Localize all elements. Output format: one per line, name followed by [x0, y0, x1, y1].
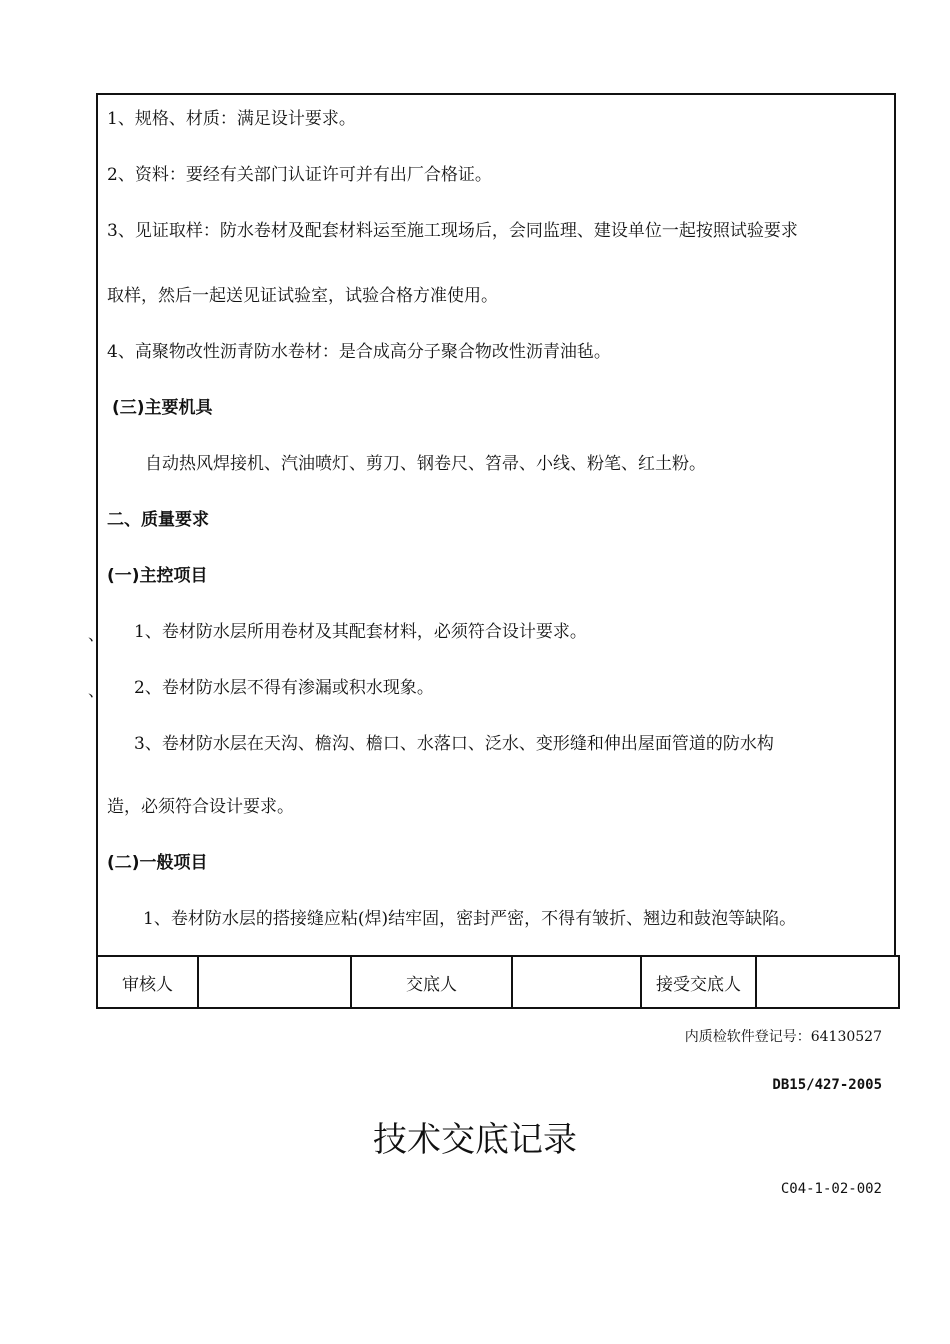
form-code: C04-1-02-002 [780, 1181, 882, 1197]
heading-tools: (三)主要机具 [112, 398, 213, 418]
heading-main-items: (一)主控项目 [107, 566, 208, 586]
main-item-2: 2、卷材防水层不得有渗漏或积水现象。 [134, 678, 434, 698]
spec-item-4: 4、高聚物改性沥青防水卷材：是合成高分子聚合物改性沥青油毡。 [107, 342, 611, 362]
general-item-1: 1、卷材防水层的搭接缝应粘(焊)结牢固，密封严密，不得有皱折、翘边和鼓泡等缺陷。 [143, 909, 797, 929]
registration-number: 内质检软件登记号：64130527 [684, 1029, 882, 1045]
main-item-3-line2: 造，必须符合设计要求。 [107, 797, 294, 817]
heading-quality: 二、质量要求 [107, 510, 209, 530]
stray-mark-1: 、 [88, 625, 105, 644]
document-title: 技术交底记录 [373, 1120, 577, 1160]
tools-list: 自动热风焊接机、汽油喷灯、剪刀、钢卷尺、笤帚、小线、粉笔、红土粉。 [145, 454, 706, 474]
spec-item-1: 1、规格、材质：满足设计要求。 [107, 109, 356, 129]
main-item-1: 1、卷材防水层所用卷材及其配套材料，必须符合设计要求。 [134, 622, 587, 642]
spec-item-3-line1: 3、见证取样：防水卷材及配套材料运至施工现场后，会同监理、建设单位一起按照试验要求 [107, 221, 798, 241]
reviewer-field[interactable] [198, 956, 351, 1008]
receiver-label: 接受交底人 [641, 956, 756, 1008]
discloser-label: 交底人 [351, 956, 512, 1008]
spec-item-2: 2、资料：要经有关部门认证许可并有出厂合格证。 [107, 165, 492, 185]
signature-row [97, 956, 899, 1008]
spec-item-3-line2: 取样，然后一起送见证试验室，试验合格方准使用。 [107, 286, 498, 306]
reviewer-label: 审核人 [97, 956, 198, 1008]
standard-code: DB15/427-2005 [772, 1077, 882, 1093]
heading-general-items: (二)一般项目 [107, 853, 208, 873]
discloser-field[interactable] [512, 956, 641, 1008]
signature-table [96, 955, 900, 1009]
receiver-field[interactable] [756, 956, 899, 1008]
main-item-3-line1: 3、卷材防水层在天沟、檐沟、檐口、水落口、泛水、变形缝和伸出屋面管道的防水构 [134, 734, 774, 754]
stray-mark-2: 、 [88, 681, 105, 700]
